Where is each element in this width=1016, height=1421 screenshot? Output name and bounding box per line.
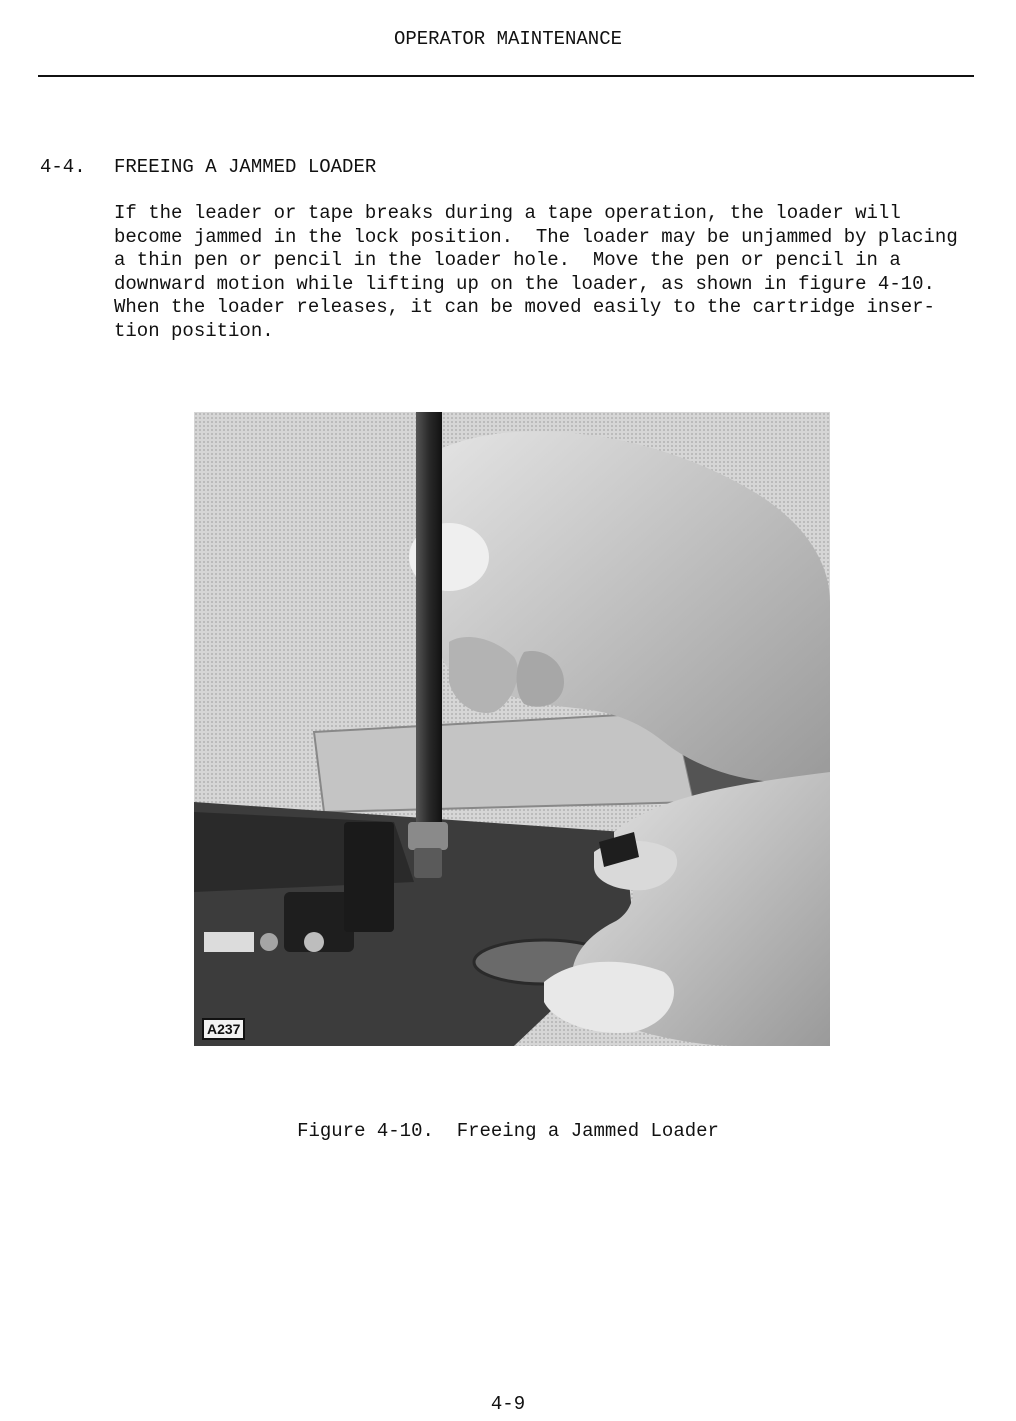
body-line: When the loader releases, it can be moved easily to the cartridge inser- bbox=[114, 296, 935, 318]
figure-caption: Figure 4-10. Freeing a Jammed Loader bbox=[297, 1120, 719, 1142]
section-number: 4-4. bbox=[40, 156, 86, 178]
photo-illustration bbox=[194, 412, 830, 1046]
header-rule bbox=[38, 75, 974, 77]
figure-photo bbox=[194, 412, 830, 1046]
body-line: become jammed in the lock position. The loader may be unjammed by placing bbox=[114, 225, 958, 248]
body-line: If the leader or tape breaks during a tape operation, the loader will bbox=[114, 202, 901, 224]
figure-label: A237 bbox=[202, 1018, 245, 1040]
body-line: a thin pen or pencil in the loader hole. Move the pen or pencil in a bbox=[114, 249, 901, 271]
section-title: FREEING A JAMMED LOADER bbox=[114, 156, 377, 178]
page-number: 4-9 bbox=[490, 1393, 526, 1415]
running-head-title: OPERATOR MAINTENANCE bbox=[393, 28, 623, 50]
body-line: downward motion while lifting up on the loader, as shown in figure 4-10. bbox=[114, 272, 935, 295]
body-line: tion position. bbox=[114, 319, 274, 342]
section-body bbox=[114, 202, 994, 343]
